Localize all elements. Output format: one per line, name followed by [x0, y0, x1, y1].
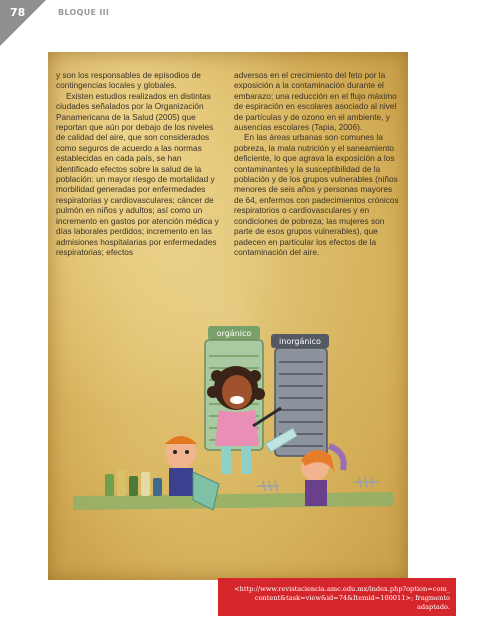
content-panel	[48, 52, 450, 611]
bin-label-inorganic: inorgánico	[279, 337, 321, 346]
source-caption	[218, 578, 456, 616]
paragraph: En las áreas urbanas son comunes la pobreza, la mala nutrición y el saneamiento deficiente, lo que agrava la exposición a los contaminantes y la susceptibilidad de la población y de los grupos vulnerables (niños menores de seis años y personas mayores de 64, enfermos con padecimientos crónicos respiratorios o cardiovasculares y en condiciones de pobreza; las mujeres son parte de esos grupos vulnerables), que padecen en particular los efectos de la contaminación del aire.	[234, 132, 399, 257]
bottles-group	[105, 470, 162, 496]
section-title: BLOQUE III	[58, 8, 110, 17]
paragraph: y son los responsables de episodios de contingencias locales y globales.	[56, 70, 201, 91]
text-column-right	[234, 70, 400, 257]
bin-label-organic: orgánico	[216, 329, 252, 338]
paragraph: Existen estudios realizados en distintas ciudades señalados por la Organización Panamericana de la Salud (2005) que reportan que aún por debajo de los niveles de calidad del aire, que son considerados como seguros de acuerdo a las normas establecidas en cada país, se han identificado efectos sobre la salud de la población: un mayor riesgo de mortalidad y morbilidad generadas por enfermedades respiratorias y cardiovasculares; cáncer de pulmón en niños y adultos; así como un incremento en gastos por atención médica y días laborales perdidos; incremento en las admisiones hospitalarias por enfermedades respiratorias; efectos	[56, 90, 219, 257]
text-column-left	[56, 70, 221, 257]
caption-line: <http://www.revistaciencia.amc.edu.mx/index.php?option=com_	[234, 585, 450, 593]
paragraph: adversos en el crecimiento del feto por la exposición a la contaminación durante el embarazo; una reducción en el flujo máximo de espiración en escolares asociado al nivel de partículas y de ozono en el ambiente, y ausencias escolares (Tapia, 2006).	[234, 70, 397, 133]
caption-line: content&task=view&id=74&Itemid=100011>; fragmento adaptado.	[254, 594, 450, 611]
recycling-illustration	[53, 296, 403, 536]
page-number: 78	[10, 6, 26, 19]
